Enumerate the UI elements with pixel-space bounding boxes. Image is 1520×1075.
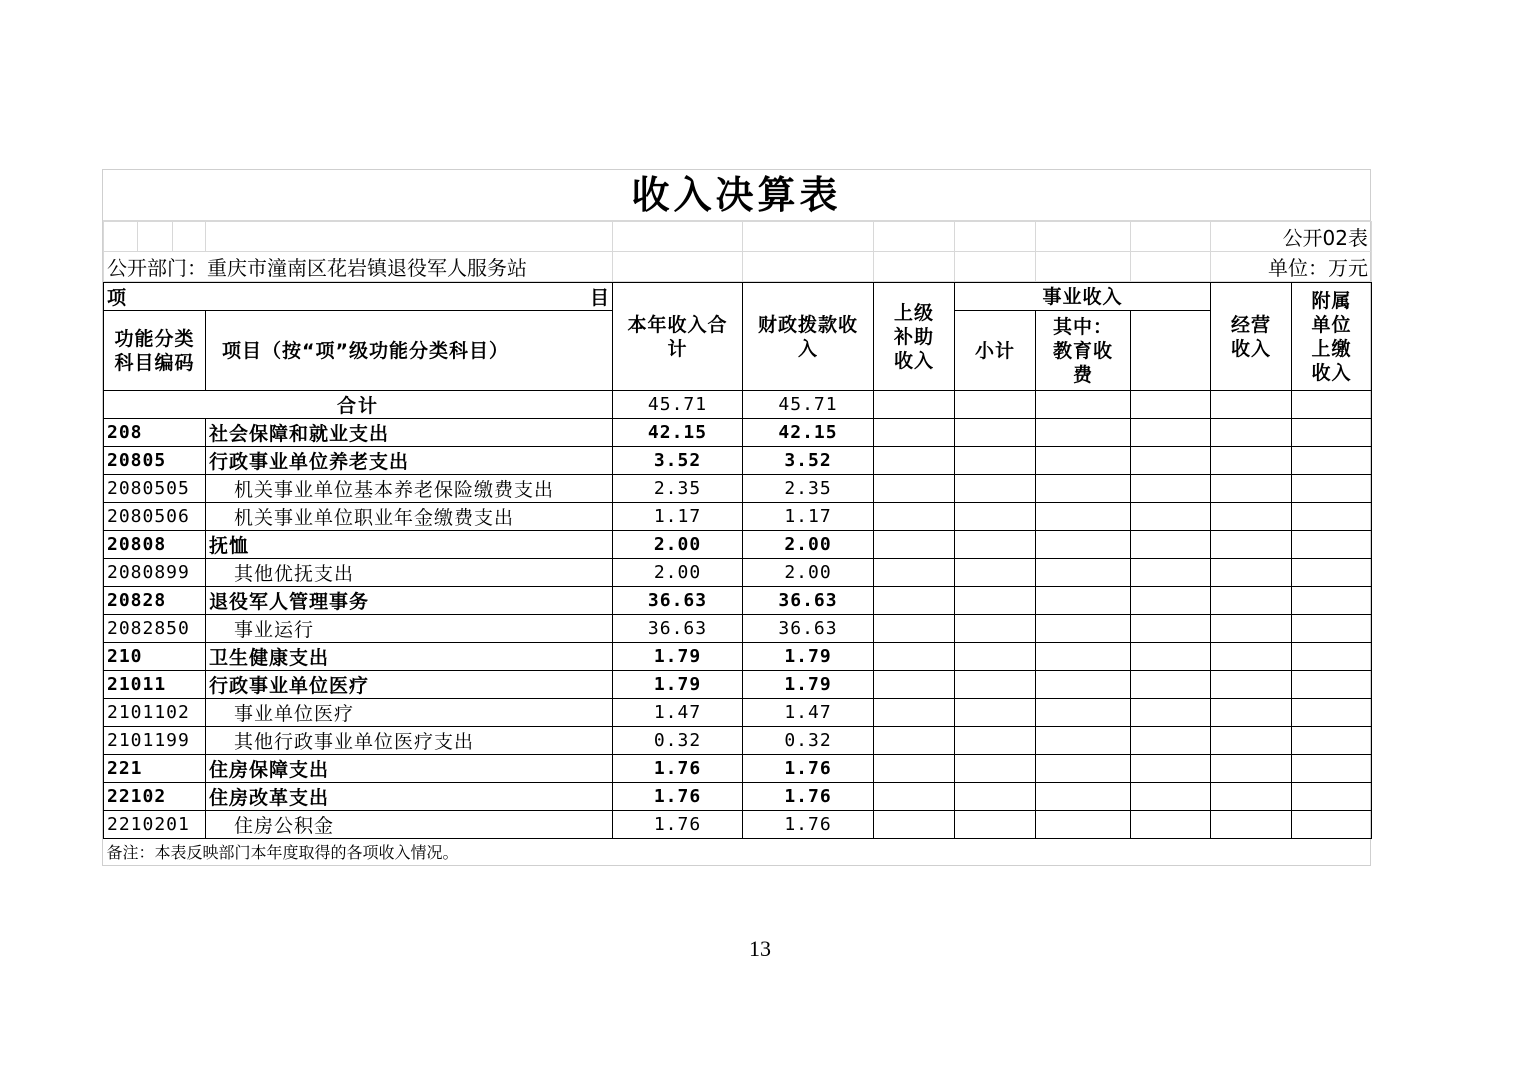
empty-cell	[1211, 727, 1292, 755]
header-total-income: 本年收入合计	[613, 283, 743, 391]
empty-cell	[955, 811, 1036, 839]
empty-cell	[955, 671, 1036, 699]
header-superior: 上级补助收入	[874, 283, 955, 391]
empty-cell	[955, 531, 1036, 559]
empty-cell	[874, 475, 955, 503]
row-fiscal: 36.63	[743, 587, 874, 615]
empty-cell	[1292, 531, 1372, 559]
row-total-income: 1.17	[613, 503, 743, 531]
empty-cell	[1036, 755, 1131, 783]
department-label: 公开部门：重庆市潼南区花岩镇退役军人服务站	[104, 252, 613, 282]
empty-cell	[1131, 475, 1211, 503]
empty-cell	[955, 727, 1036, 755]
empty-cell	[1131, 503, 1211, 531]
empty-cell	[1036, 671, 1131, 699]
row-code: 2082850	[104, 615, 206, 643]
empty-cell	[874, 699, 955, 727]
row-name: 住房改革支出	[206, 783, 613, 811]
table-row	[104, 419, 1372, 447]
item-header-right: 目	[589, 287, 609, 309]
empty-cell	[1131, 727, 1211, 755]
header-operating: 经营收入	[1211, 283, 1292, 391]
empty-cell	[1211, 475, 1292, 503]
row-code: 208	[104, 419, 206, 447]
note: 备注：本表反映部门本年度取得的各项收入情况。	[104, 839, 1372, 865]
row-total-income: 1.47	[613, 699, 743, 727]
empty-cell	[874, 559, 955, 587]
empty-cell	[874, 783, 955, 811]
empty-cell	[1036, 447, 1131, 475]
empty-cell	[1036, 811, 1131, 839]
empty-cell	[1211, 671, 1292, 699]
header-name: 项目（按“项”级功能分类科目）	[206, 311, 613, 391]
empty-cell	[1292, 475, 1372, 503]
empty-cell	[955, 699, 1036, 727]
empty-cell	[1211, 587, 1292, 615]
empty-cell	[1292, 643, 1372, 671]
total-income-value: 45.71	[613, 391, 743, 419]
row-total-income: 36.63	[613, 615, 743, 643]
row-fiscal: 1.76	[743, 783, 874, 811]
header-education: 其中：教育收费	[1036, 311, 1131, 391]
empty-cell	[1131, 559, 1211, 587]
income-table	[103, 282, 1372, 865]
empty-cell	[1211, 755, 1292, 783]
table-row	[104, 811, 1372, 839]
empty-cell	[1292, 671, 1372, 699]
row-code: 20808	[104, 531, 206, 559]
row-total-income: 1.76	[613, 783, 743, 811]
row-fiscal: 2.00	[743, 559, 874, 587]
empty-cell	[1292, 447, 1372, 475]
row-total-income: 3.52	[613, 447, 743, 475]
empty-cell	[1211, 811, 1292, 839]
empty-cell	[1131, 783, 1211, 811]
empty-cell	[1211, 503, 1292, 531]
row-fiscal: 1.79	[743, 643, 874, 671]
row-total-income: 0.32	[613, 727, 743, 755]
empty-cell	[1292, 615, 1372, 643]
row-fiscal: 42.15	[743, 419, 874, 447]
header-affiliated: 附属单位上缴收入	[1292, 283, 1372, 391]
empty-cell	[874, 447, 955, 475]
row-fiscal: 2.35	[743, 475, 874, 503]
row-total-income: 1.79	[613, 643, 743, 671]
empty-cell	[1036, 783, 1131, 811]
empty-cell	[1036, 503, 1131, 531]
table-row	[104, 531, 1372, 559]
empty-cell	[955, 755, 1036, 783]
row-fiscal: 1.76	[743, 755, 874, 783]
row-name: 抚恤	[206, 531, 613, 559]
empty-cell	[1131, 671, 1211, 699]
row-name: 行政事业单位养老支出	[206, 447, 613, 475]
empty-cell	[1292, 699, 1372, 727]
header-fiscal: 财政拨款收入	[743, 283, 874, 391]
table-row	[104, 755, 1372, 783]
row-total-income: 36.63	[613, 587, 743, 615]
row-code: 20805	[104, 447, 206, 475]
empty-cell	[1292, 503, 1372, 531]
empty-cell	[1036, 727, 1131, 755]
empty-cell	[874, 615, 955, 643]
empty-cell	[1211, 559, 1292, 587]
row-code: 210	[104, 643, 206, 671]
row-code: 21011	[104, 671, 206, 699]
empty-cell	[1292, 783, 1372, 811]
row-fiscal: 1.17	[743, 503, 874, 531]
empty-cell	[874, 727, 955, 755]
empty-cell	[1036, 699, 1131, 727]
row-name: 其他优抚支出	[206, 559, 613, 587]
empty-cell	[955, 447, 1036, 475]
empty-cell	[1131, 587, 1211, 615]
empty-cell	[874, 503, 955, 531]
table-row	[104, 503, 1372, 531]
empty-cell	[1036, 615, 1131, 643]
empty-cell	[955, 783, 1036, 811]
empty-cell	[955, 587, 1036, 615]
row-fiscal: 2.00	[743, 531, 874, 559]
empty-cell	[1131, 811, 1211, 839]
total-row	[104, 391, 1372, 419]
empty-cell	[955, 643, 1036, 671]
header-subtotal: 小计	[955, 311, 1036, 391]
row-fiscal: 3.52	[743, 447, 874, 475]
row-code: 2210201	[104, 811, 206, 839]
empty-cell	[874, 755, 955, 783]
empty-cell	[874, 587, 955, 615]
empty-cell	[1292, 755, 1372, 783]
row-name: 卫生健康支出	[206, 643, 613, 671]
empty-cell	[874, 671, 955, 699]
empty-cell	[1211, 447, 1292, 475]
row-total-income: 42.15	[613, 419, 743, 447]
row-fiscal: 36.63	[743, 615, 874, 643]
row-name: 退役军人管理事务	[206, 587, 613, 615]
empty-cell	[1211, 615, 1292, 643]
row-total-income: 1.76	[613, 811, 743, 839]
row-code: 221	[104, 755, 206, 783]
sheet-info-grid	[103, 221, 1372, 282]
row-total-income: 2.00	[613, 559, 743, 587]
table-row	[104, 783, 1372, 811]
page-number: 13	[749, 936, 771, 961]
row-fiscal: 1.76	[743, 811, 874, 839]
empty-cell	[955, 419, 1036, 447]
empty-cell	[1036, 643, 1131, 671]
row-name: 机关事业单位职业年金缴费支出	[206, 503, 613, 531]
empty-cell	[1211, 783, 1292, 811]
empty-cell	[874, 531, 955, 559]
row-name: 住房公积金	[206, 811, 613, 839]
department-row	[104, 252, 1372, 282]
page-title: 收入决算表	[103, 170, 1370, 221]
empty-cell	[1131, 755, 1211, 783]
income-statement-sheet	[102, 169, 1371, 866]
row-code: 2101199	[104, 727, 206, 755]
empty-cell	[1036, 559, 1131, 587]
empty-cell	[1131, 447, 1211, 475]
row-name: 事业运行	[206, 615, 613, 643]
table-number-row	[104, 222, 1372, 252]
empty-cell	[1292, 587, 1372, 615]
empty-cell	[955, 615, 1036, 643]
row-name: 住房保障支出	[206, 755, 613, 783]
table-row	[104, 615, 1372, 643]
row-name: 社会保障和就业支出	[206, 419, 613, 447]
empty-cell	[1131, 419, 1211, 447]
empty-cell	[1211, 531, 1292, 559]
row-fiscal: 1.79	[743, 671, 874, 699]
row-code: 2080506	[104, 503, 206, 531]
note-row	[104, 839, 1372, 865]
empty-cell	[955, 559, 1036, 587]
empty-cell	[1292, 419, 1372, 447]
row-name: 机关事业单位基本养老保险缴费支出	[206, 475, 613, 503]
empty-cell	[874, 643, 955, 671]
header-row-1	[104, 283, 1372, 311]
table-row	[104, 671, 1372, 699]
row-total-income: 2.00	[613, 531, 743, 559]
table-row	[104, 559, 1372, 587]
empty-cell	[1036, 475, 1131, 503]
table-row	[104, 447, 1372, 475]
row-fiscal: 1.47	[743, 699, 874, 727]
row-name: 其他行政事业单位医疗支出	[206, 727, 613, 755]
row-total-income: 1.79	[613, 671, 743, 699]
empty-cell	[1131, 531, 1211, 559]
empty-cell	[1131, 615, 1211, 643]
unit-label: 单位：万元	[1211, 252, 1372, 282]
empty-cell	[1131, 699, 1211, 727]
empty-cell	[1131, 643, 1211, 671]
empty-cell	[1292, 811, 1372, 839]
empty-cell	[1211, 419, 1292, 447]
table-row	[104, 587, 1372, 615]
total-fiscal-value: 45.71	[743, 391, 874, 419]
empty-cell	[1036, 419, 1131, 447]
total-label: 合计	[104, 391, 613, 419]
header-code: 功能分类科目编码	[104, 311, 206, 391]
table-row	[104, 643, 1372, 671]
table-row	[104, 699, 1372, 727]
row-total-income: 1.76	[613, 755, 743, 783]
empty-cell	[955, 503, 1036, 531]
empty-cell	[874, 811, 955, 839]
empty-cell	[874, 419, 955, 447]
row-total-income: 2.35	[613, 475, 743, 503]
empty-cell	[1292, 559, 1372, 587]
row-code: 2080899	[104, 559, 206, 587]
empty-cell	[1036, 587, 1131, 615]
empty-cell	[955, 475, 1036, 503]
item-header-left: 项	[107, 287, 127, 309]
row-code: 22102	[104, 783, 206, 811]
row-code: 2101102	[104, 699, 206, 727]
row-code: 20828	[104, 587, 206, 615]
header-business: 事业收入	[955, 283, 1211, 311]
row-fiscal: 0.32	[743, 727, 874, 755]
empty-cell	[1036, 531, 1131, 559]
table-number: 公开02表	[1211, 222, 1372, 252]
empty-cell	[1211, 699, 1292, 727]
row-code: 2080505	[104, 475, 206, 503]
table-row	[104, 475, 1372, 503]
empty-cell	[1211, 643, 1292, 671]
row-name: 事业单位医疗	[206, 699, 613, 727]
data-rows	[104, 419, 1372, 839]
row-name: 行政事业单位医疗	[206, 671, 613, 699]
table-row	[104, 727, 1372, 755]
empty-cell	[1292, 727, 1372, 755]
item-header	[104, 283, 613, 311]
